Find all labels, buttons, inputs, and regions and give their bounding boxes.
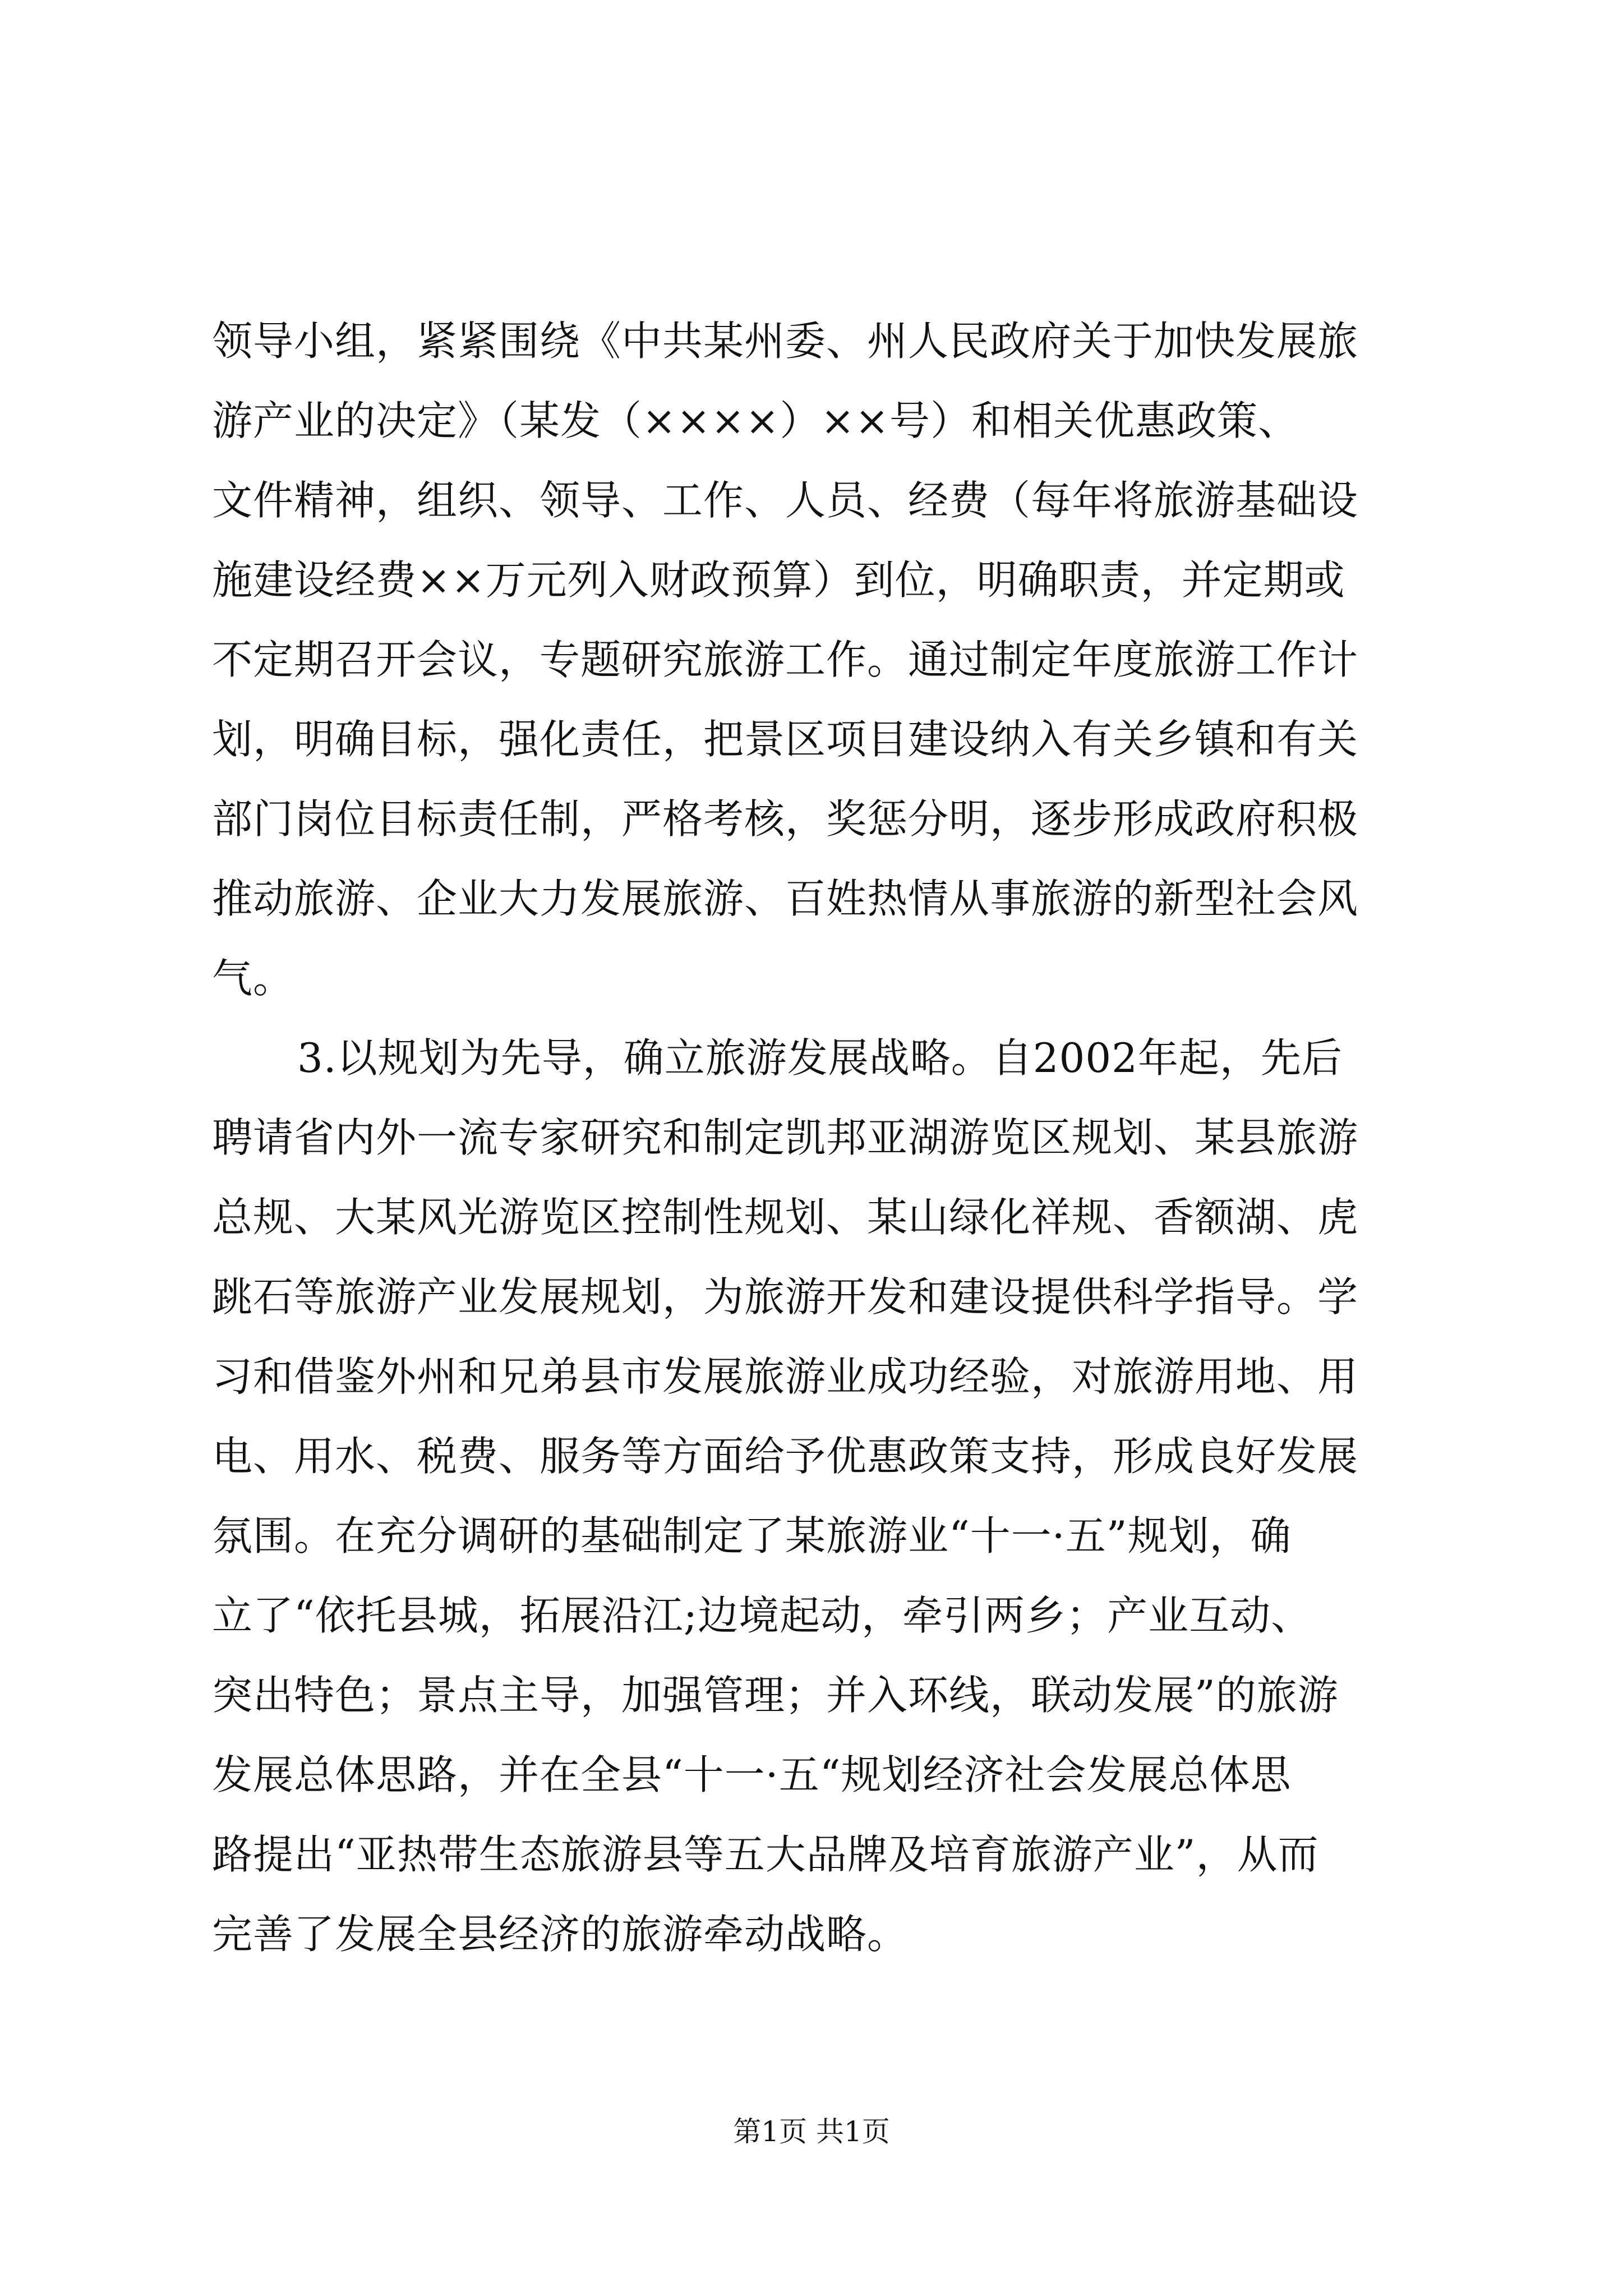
body-text-line: 发展总体思路，并在全县“十一·五“规划经济社会发展总体思 (212, 1751, 1292, 1798)
body-text-line: 划，明确目标，强化责任，把景区项目建设纳入有关乡镇和有关 (212, 716, 1359, 763)
page-footer: 第1页 共1页 (733, 2115, 890, 2148)
body-text-line: 施建设经费××万元列入财政预算）到位，明确职责，并定期或 (212, 556, 1345, 604)
body-text-line: 跳石等旅游产业发展规划，为旅游开发和建设提供科学指导。学 (212, 1273, 1359, 1320)
body-text-line: 领导小组，紧紧围绕《中共某州委、州人民政府关于加快发展旅 (212, 318, 1359, 365)
body-text-line: 突出特色；景点主导，加强管理；并入环线，联动发展”的旅游 (212, 1672, 1339, 1719)
body-text-line: 文件精神，组织、领导、工作、人员、经费（每年将旅游基础设 (212, 477, 1359, 524)
body-text-line: 气。 (212, 955, 294, 1002)
body-text-line: 氛围。在充分调研的基础制定了某旅游业“十一·五”规划，确 (212, 1512, 1292, 1559)
body-text-line: 完善了发展全县经济的旅游牵动战略。 (212, 1911, 909, 1958)
section-heading-line: 3.以规划为先导，确立旅游发展战略。自2002年起，先后 (297, 1034, 1343, 1082)
body-text-line: 路提出“亚热带生态旅游县等五大品牌及培育旅游产业”，从而 (212, 1831, 1319, 1878)
body-text-line: 部门岗位目标责任制，严格考核，奖惩分明，逐步形成政府积极 (212, 795, 1359, 843)
body-text-line: 不定期召开会议，专题研究旅游工作。通过制定年度旅游工作计 (212, 636, 1359, 683)
body-text-line: 立了“依托县城，拓展沿江;边境起动，牵引两乡；产业互动、 (212, 1592, 1312, 1639)
body-text-line: 电、用水、税费、服务等方面给予优惠政策支持，形成良好发展 (212, 1433, 1359, 1480)
body-text-line: 总规、大某风光游览区控制性规划、某山绿化祥规、香额湖、虎 (212, 1194, 1359, 1241)
body-text-line: 游产业的决定》（某发（××××）××号）和相关优惠政策、 (212, 397, 1299, 444)
body-text-line: 聘请省内外一流专家研究和制定凯邦亚湖游览区规划、某县旅游 (212, 1114, 1359, 1161)
body-text-line: 推动旅游、企业大力发展旅游、百姓热情从事旅游的新型社会风 (212, 875, 1359, 922)
body-text-line: 习和借鉴外州和兄弟县市发展旅游业成功经验，对旅游用地、用 (212, 1353, 1359, 1400)
